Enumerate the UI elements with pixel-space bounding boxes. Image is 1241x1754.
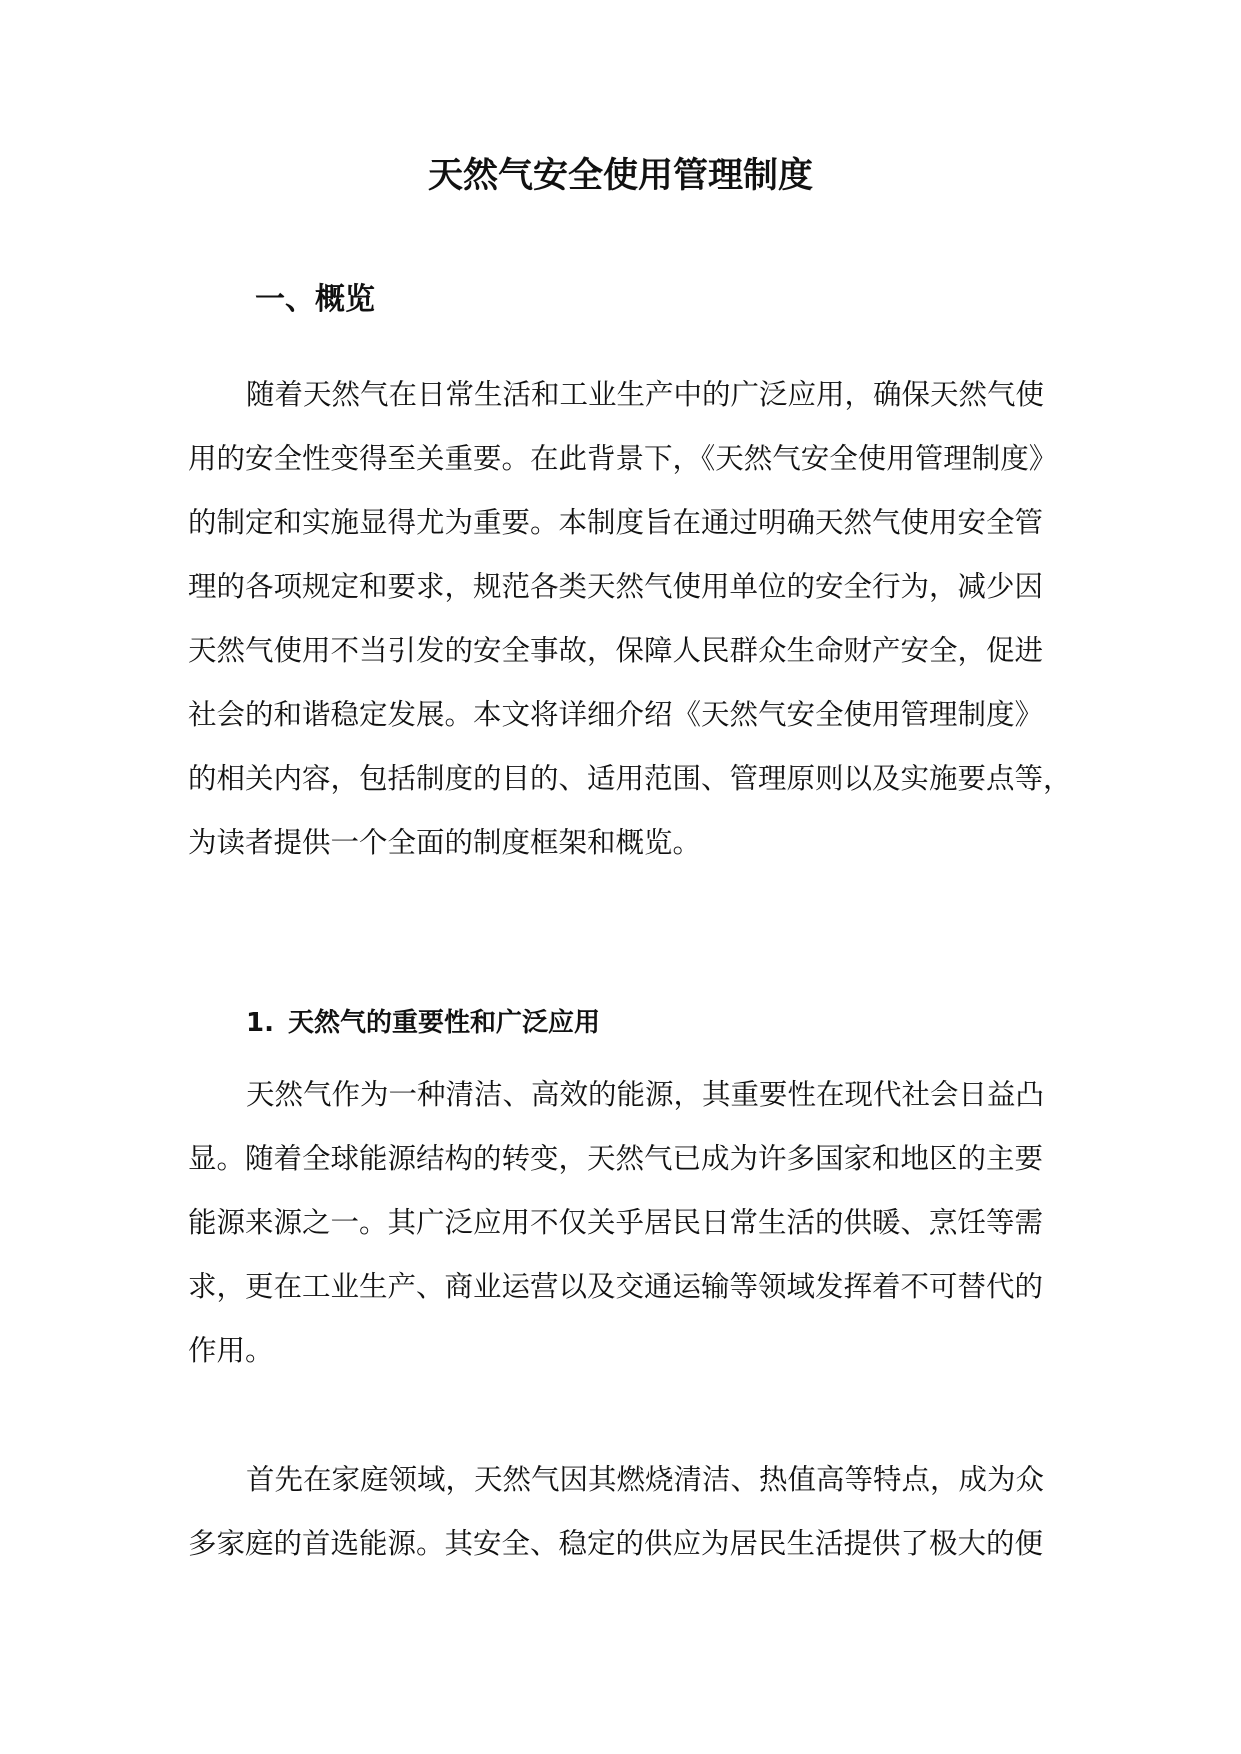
paragraph-line: 社会的和谐稳定发展。本文将详细介绍《天然气安全使用管理制度》 bbox=[188, 698, 1044, 731]
paragraph-importance bbox=[188, 1063, 1058, 1383]
paragraph-line: 为读者提供一个全面的制度框架和概览。 bbox=[188, 826, 702, 859]
paragraph-line: 首先在家庭领域，天然气因其燃烧清洁、热值高等特点，成为众 bbox=[246, 1463, 1045, 1496]
document-title: 天然气安全使用管理制度 bbox=[427, 156, 813, 196]
subsection-heading-importance bbox=[246, 1003, 600, 1043]
paragraph-line: 求，更在工业生产、商业运营以及交通运输等领域发挥着不可替代的 bbox=[188, 1270, 1044, 1303]
subsection-number: 1. bbox=[246, 1008, 274, 1038]
paragraph-line: 显。随着全球能源结构的转变，天然气已成为许多国家和地区的主要 bbox=[188, 1142, 1044, 1175]
paragraph-line: 能源来源之一。其广泛应用不仅关乎居民日常生活的供暖、烹饪等需 bbox=[188, 1206, 1044, 1239]
paragraph-line: 理的各项规定和要求，规范各类天然气使用单位的安全行为，减少因 bbox=[188, 570, 1044, 603]
subsection-title: 天然气的重要性和广泛应用 bbox=[287, 1008, 600, 1038]
paragraph-line: 作用。 bbox=[188, 1334, 274, 1367]
paragraph-line: 多家庭的首选能源。其安全、稳定的供应为居民生活提供了极大的便 bbox=[188, 1527, 1044, 1560]
paragraph-household bbox=[188, 1448, 1058, 1576]
paragraph-line: 天然气使用不当引发的安全事故，保障人民群众生命财产安全，促进 bbox=[188, 634, 1044, 667]
section-heading-overview: 一、概览 bbox=[255, 282, 375, 317]
paragraph-line: 的制定和实施显得尤为重要。本制度旨在通过明确天然气使用安全管 bbox=[188, 506, 1044, 539]
paragraph-line: 用的安全性变得至关重要。在此背景下，《天然气安全使用管理制度》 bbox=[188, 442, 1058, 475]
paragraph-line: 随着天然气在日常生活和工业生产中的广泛应用，确保天然气使 bbox=[246, 378, 1045, 411]
paragraph-line: 的相关内容，包括制度的目的、适用范围、管理原则以及实施要点等， bbox=[188, 762, 1072, 795]
paragraph-line: 天然气作为一种清洁、高效的能源，其重要性在现代社会日益凸 bbox=[246, 1078, 1045, 1111]
paragraph-overview bbox=[188, 363, 1072, 875]
